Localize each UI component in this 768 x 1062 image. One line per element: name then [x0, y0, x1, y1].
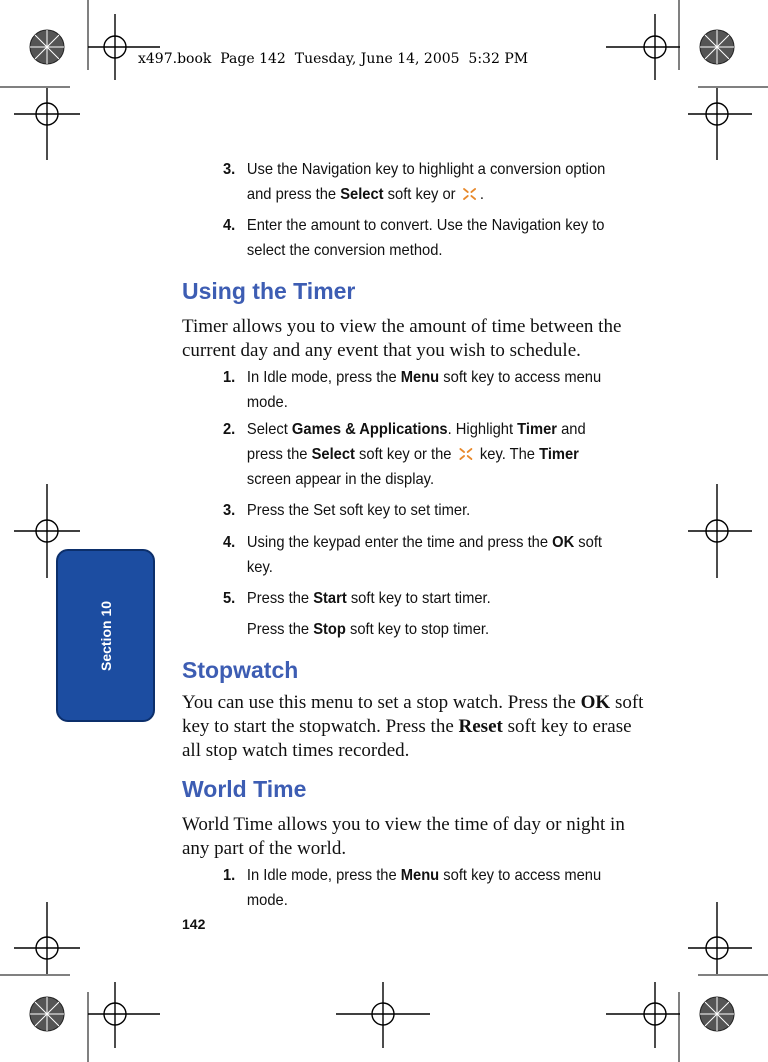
section-tab — [56, 549, 155, 722]
timer-step-2: 2. Select Games & Applications. Highlight Timer and press the Select soft key or the key. The Timer screen appear in the display. — [223, 421, 586, 488]
step-4-conversion: 4. Enter the amount to convert. Use the Navigation key to select the conversion method. — [223, 217, 605, 259]
section-tab-label: Section 10 — [97, 600, 114, 671]
timer-stop-note: Press the Stop soft key to stop timer. — [246, 621, 490, 638]
timer-step-5: 5. Press the Start soft key to start timer. — [223, 590, 491, 607]
page-number: 142 — [182, 916, 206, 932]
timer-step-1: 1. In Idle mode, press the Menu soft key to access menu mode. — [223, 369, 602, 411]
step-3-conversion: 3. Use the Navigation key to highlight a conversion option and press the Select soft key or . — [223, 161, 606, 203]
timer-intro: Timer allows you to view the amount of time between the current day and any event that you wish to schedule. — [182, 316, 622, 361]
select-key-icon — [462, 187, 479, 201]
timer-step-3: 3. Press the Set soft key to set timer. — [223, 502, 471, 519]
select-key-icon — [457, 447, 474, 461]
heading-timer: Using the Timer — [182, 278, 356, 304]
book-stamp: x497.book Page 142 Tuesday, June 14, 2005 5:32 PM — [138, 51, 529, 67]
heading-stopwatch: Stopwatch — [182, 657, 299, 683]
heading-world-time: World Time — [182, 776, 307, 802]
timer-step-4: 4. Using the keypad enter the time and press the OK soft key. — [223, 534, 603, 576]
stopwatch-text: You can use this menu to set a stop watch. Press the OK soft key to start the stopwatch. Press the Reset soft key to erase all stop watch times recorded. — [182, 692, 644, 761]
world-time-step-1: 1. In Idle mode, press the Menu soft key to access menu mode. — [223, 867, 602, 909]
world-time-intro: World Time allows you to view the time of day or night in any part of the world. — [182, 814, 625, 859]
